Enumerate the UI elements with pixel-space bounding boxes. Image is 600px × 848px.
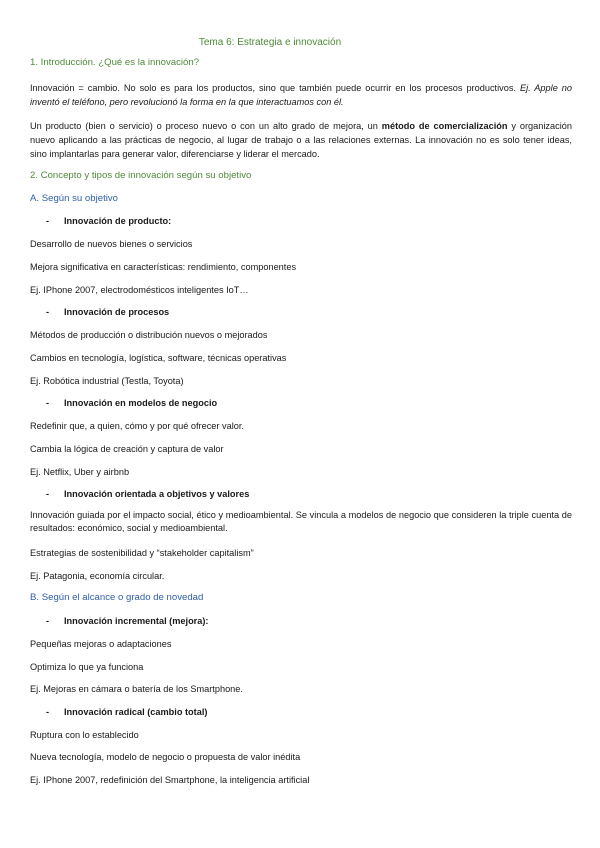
intro-p1-text: Innovación = cambio. No solo es para los productos, sino que también puede ocurrir en los procesos productivos. xyxy=(30,83,516,93)
list-item: Cambios en tecnología, logística, software, técnicas operativas xyxy=(30,353,287,363)
list-item: Pequeñas mejoras o adaptaciones xyxy=(30,639,172,649)
list-item: Métodos de producción o distribución nuevos o mejorados xyxy=(30,330,268,340)
list-item: Mejora significativa en características: rendimiento, componentes xyxy=(30,262,297,272)
list-item: Ej. IPhone 2007, redefinición del Smartphone, la inteligencia artificial xyxy=(30,775,310,785)
list-item: Ej. Patagonia, economía circular. xyxy=(30,571,165,581)
bullet-label: Innovación de producto: xyxy=(64,216,172,226)
list-item: Nueva tecnología, modelo de negocio o propuesta de valor inédita xyxy=(30,752,301,762)
intro-paragraph-2 xyxy=(30,119,572,161)
bullet-dash: - xyxy=(46,307,50,317)
list-item: Ej. Robótica industrial (Testla, Toyota) xyxy=(30,376,184,386)
bullet-label: Innovación de procesos xyxy=(64,307,170,317)
list-item: Redefinir que, a quien, cómo y por qué ofrecer valor. xyxy=(30,421,244,431)
list-item: Ej. Netflix, Uber y airbnb xyxy=(30,467,130,477)
list-item: Ej. Mejoras en cámara o batería de los Smartphone. xyxy=(30,684,243,694)
list-item: Desarrollo de nuevos bienes o servicios xyxy=(30,239,193,249)
intro-paragraph-1 xyxy=(30,81,572,109)
intro-p1-example: Ej. Apple no inventó el teléfono, pero revolucionó la forma en la que interactuamos con él. xyxy=(30,83,572,107)
bullet-item xyxy=(46,706,207,718)
bullet-item xyxy=(46,306,169,318)
section-1-heading: 1. Introducción. ¿Qué es la innovación? xyxy=(30,57,200,68)
bullet-dash: - xyxy=(46,489,50,499)
section-a-heading: A. Según su objetivo xyxy=(30,193,119,204)
bullet-dash: - xyxy=(46,216,50,226)
section-2-heading: 2. Concepto y tipos de innovación según su objetivo xyxy=(30,170,252,181)
page-title: Tema 6: Estrategia e innovación xyxy=(198,37,342,48)
list-item: Innovación guiada por el impacto social, ético y medioambiental. Se vincula a modelos de negocio que consideren la triple cuenta de resultados: económico, social y medioambiental. xyxy=(30,510,572,533)
list-item: Estrategias de sostenibilidad y “stakeholder capitalism” xyxy=(30,548,254,558)
bullet-label: Innovación radical (cambio total) xyxy=(64,707,208,717)
list-item: Ej. IPhone 2007, electrodomésticos inteligentes IoT… xyxy=(30,285,249,295)
section-b-heading: B. Según el alcance o grado de novedad xyxy=(30,592,204,603)
list-item: Ruptura con lo establecido xyxy=(30,730,139,740)
bullet-dash: - xyxy=(46,707,50,717)
list-item: Cambia la lógica de creación y captura de valor xyxy=(30,444,224,454)
list-item: Optimiza lo que ya funciona xyxy=(30,662,144,672)
bullet-label: Innovación orientada a objetivos y valores xyxy=(64,489,250,499)
bullet-item xyxy=(46,615,208,627)
bullet-dash: - xyxy=(46,616,50,626)
intro-p2-text-b: y organización nuevo aplicando a las prácticas de negocio, al lugar de trabajo o a las relaciones externas. La innovación no es solo tener ideas, sino implantarlas para generar valor, diferenciarse y liderar el mercado. xyxy=(30,121,572,159)
bullet-item xyxy=(46,488,249,500)
intro-p2-bold: método de comercialización xyxy=(381,121,508,131)
bullet-item xyxy=(46,215,171,227)
bullet-dash: - xyxy=(46,398,50,408)
bullet-item xyxy=(46,397,217,409)
intro-p2-text-a: Un producto (bien o servicio) o proceso nuevo o con un alto grado de mejora, un xyxy=(30,121,378,131)
bullet-label: Innovación en modelos de negocio xyxy=(64,398,218,408)
bullet-label: Innovación incremental (mejora): xyxy=(64,616,209,626)
